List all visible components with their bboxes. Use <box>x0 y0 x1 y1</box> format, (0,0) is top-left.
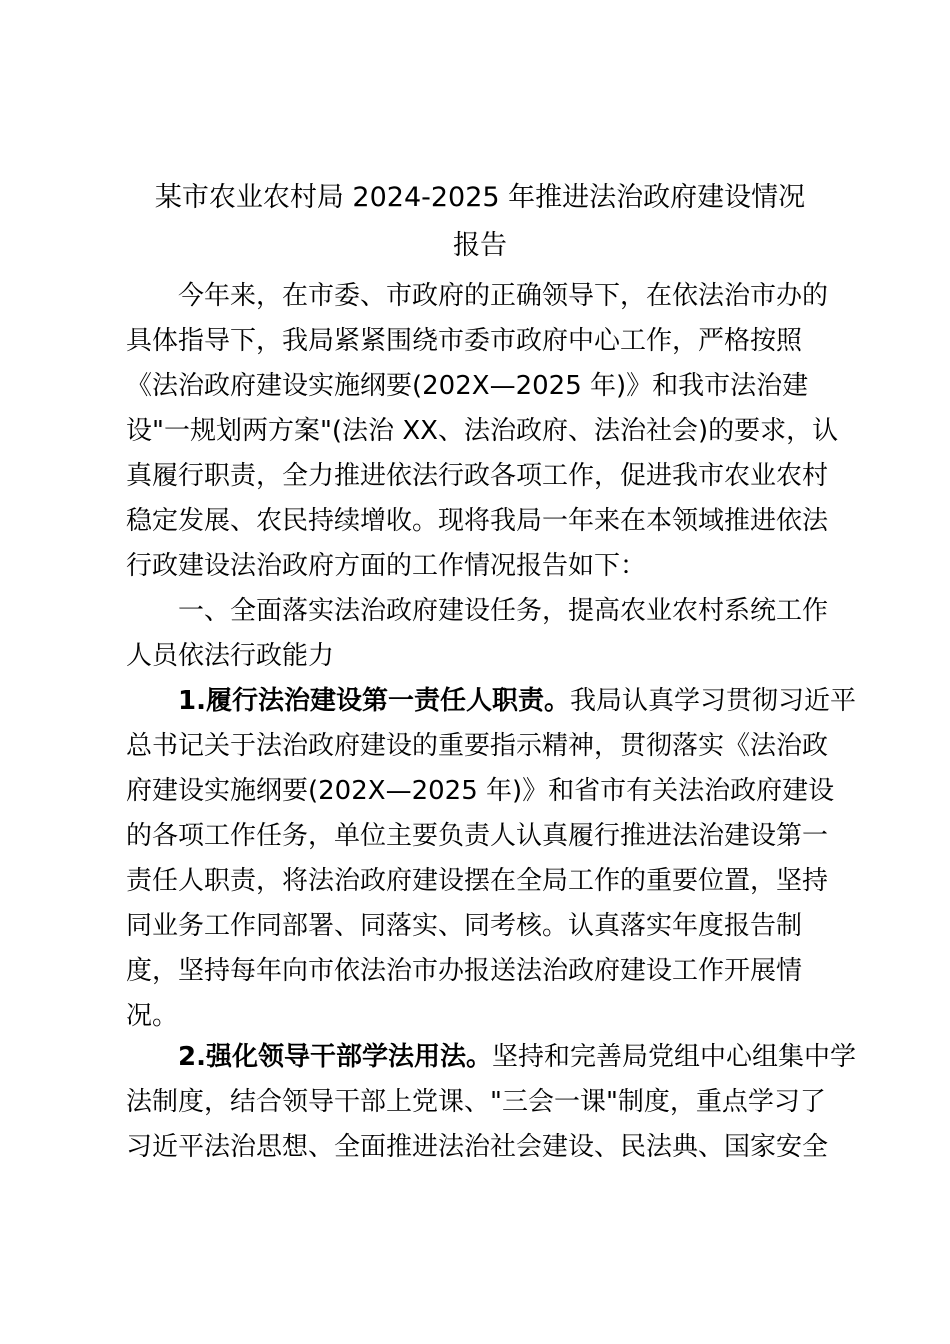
paragraph-line: 真履行职责，全力推进依法行政各项工作，促进我市农业农村 <box>126 461 829 491</box>
section-heading-1 <box>126 589 846 679</box>
heading-line: 一、全面落实法治政府建设任务，提高农业农村系统工作 <box>178 596 829 626</box>
item-2-heading: 2.强化领导干部学法用法。 <box>178 1042 492 1072</box>
paragraph-line: 总书记关于法治政府建设的重要指示精神，贯彻落实《法治政 <box>126 731 829 761</box>
paragraph-line: 今年来，在市委、市政府的正确领导下，在依法治市办的 <box>178 281 829 311</box>
document-title-line-1: 某市农业农村局 2024-2025 年推进法治政府建设情况 <box>154 182 806 213</box>
paragraph-line: 府建设实施纲要(202X—2025 年)》和省市有关法治政府建设 <box>126 776 835 806</box>
paragraph-line: 的各项工作任务，单位主要负责人认真履行推进法治建设第一 <box>126 821 829 851</box>
item-1-heading: 1.履行法治建设第一责任人职责。 <box>178 686 570 716</box>
paragraph-line: 行政建设法治政府方面的工作情况报告如下： <box>126 551 647 581</box>
paragraph-line: 设"一规划两方案"(法治 XX、法治政府、法治社会)的要求，认 <box>126 416 839 446</box>
item-1-paragraph <box>126 679 856 1039</box>
paragraph-line: 《法治政府建设实施纲要(202X—2025 年)》和我市法治建 <box>126 371 809 401</box>
paragraph-line <box>126 679 856 724</box>
document-title-line-2: 报告 <box>453 230 507 261</box>
item-2-paragraph <box>126 1035 856 1170</box>
paragraph-line: 况。 <box>126 1001 179 1031</box>
paragraph-line: 稳定发展、农民持续增收。现将我局一年来在本领域推进依法 <box>126 506 829 536</box>
paragraph-line: 法制度，结合领导干部上党课、"三会一课"制度，重点学习了 <box>126 1087 826 1117</box>
intro-paragraph <box>126 274 846 589</box>
paragraph-line: 度，坚持每年向市依法治市办报送法治政府建设工作开展情 <box>126 956 803 986</box>
paragraph-line: 同业务工作同部署、同落实、同考核。认真落实年度报告制 <box>126 911 803 941</box>
item-1-text: 我局认真学习贯彻习近平 <box>569 686 856 716</box>
paragraph-line: 具体指导下，我局紧紧围绕市委市政府中心工作，严格按照 <box>126 326 803 356</box>
paragraph-line: 责任人职责，将法治政府建设摆在全局工作的重要位置，坚持 <box>126 866 829 896</box>
paragraph-line: 习近平法治思想、全面推进法治社会建设、民法典、国家安全 <box>126 1132 829 1162</box>
item-2-text: 坚持和完善局党组中心组集中学 <box>491 1042 856 1072</box>
paragraph-line <box>126 1035 856 1080</box>
heading-line: 人员依法行政能力 <box>126 641 335 671</box>
